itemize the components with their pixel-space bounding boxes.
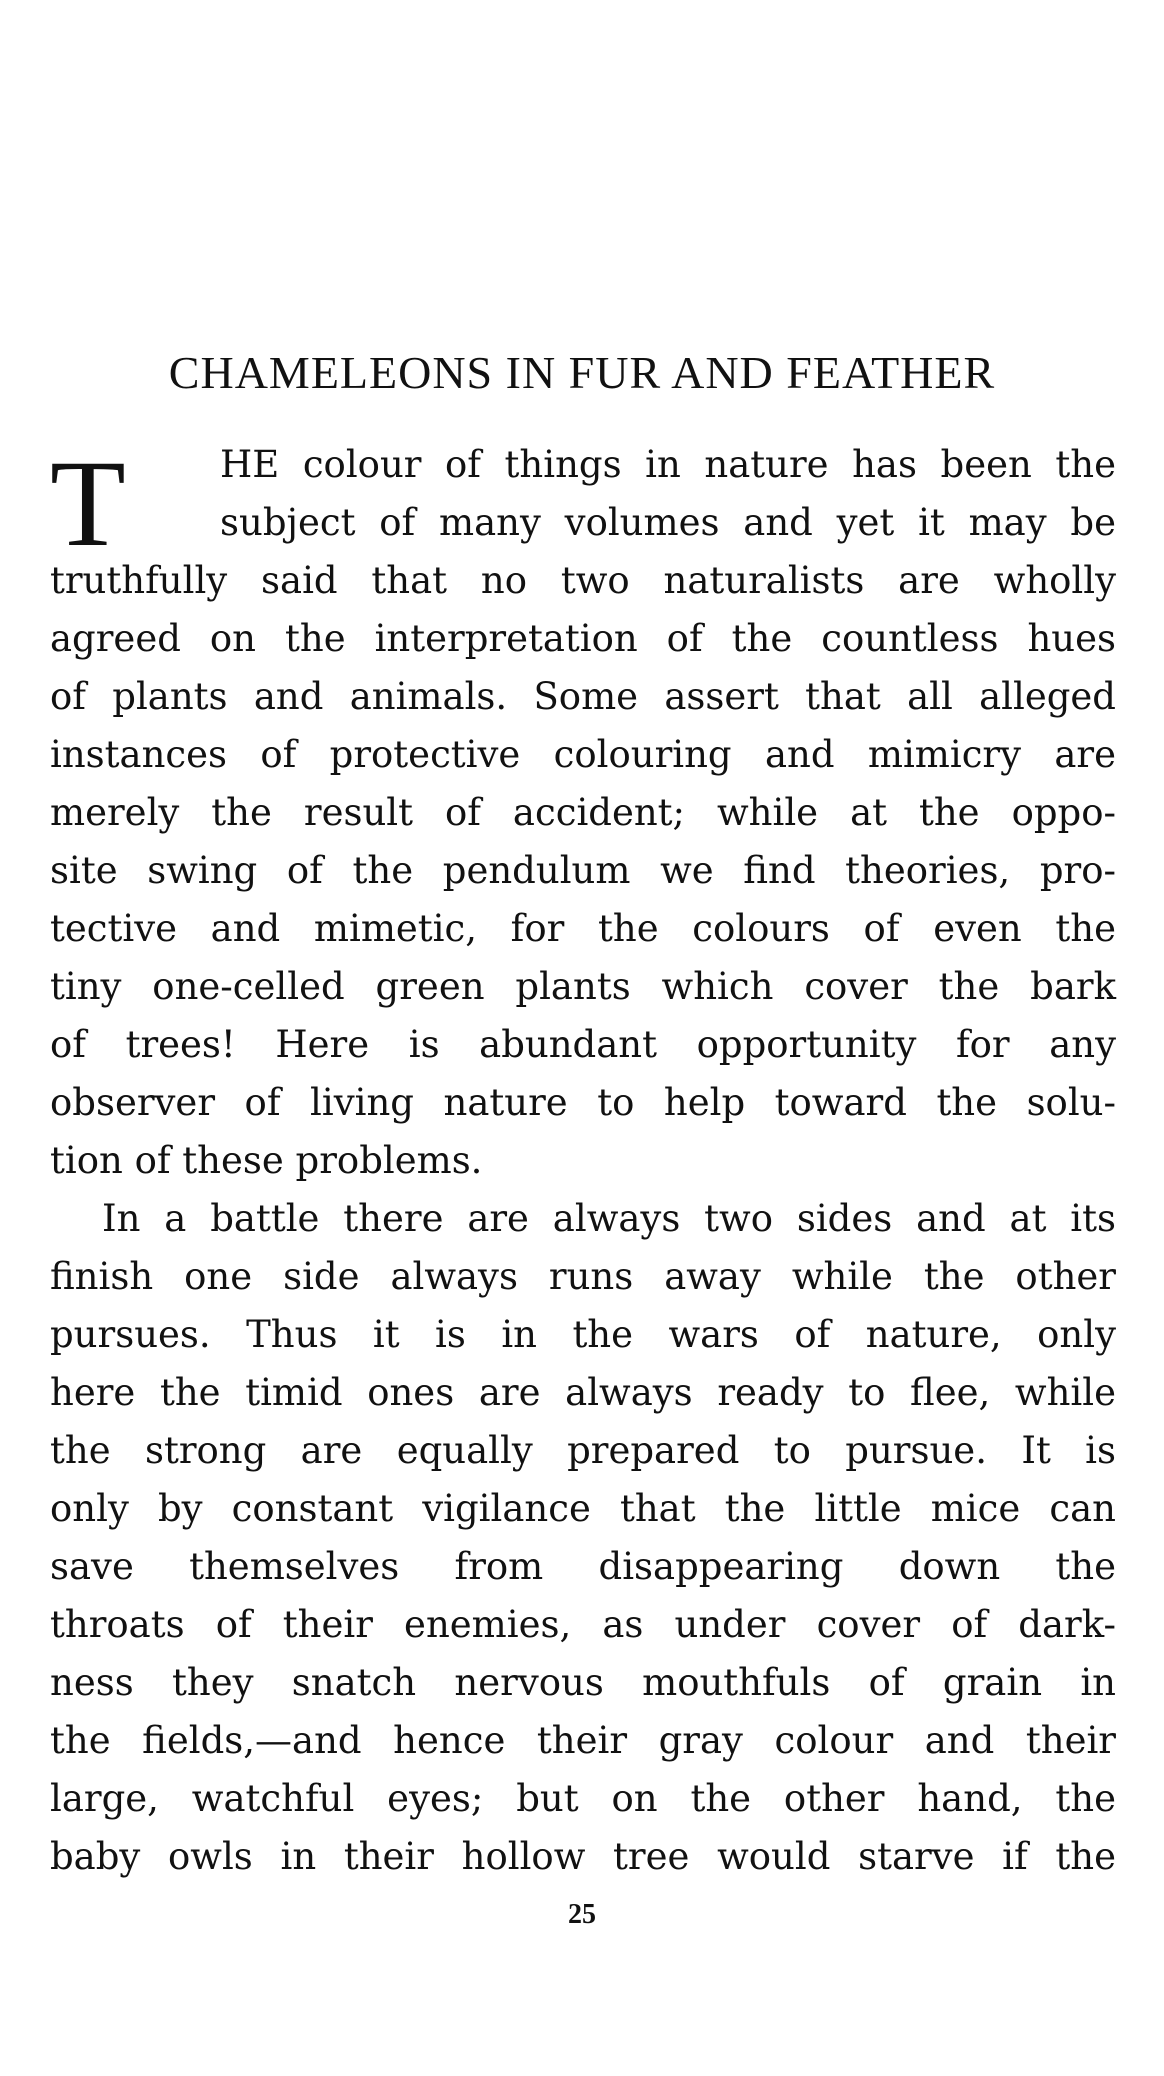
text-line: observer of living nature to help toward the solu- <box>50 1081 1116 1124</box>
drop-cap: T <box>50 435 126 572</box>
text-line: the strong are equally prepared to pursue. It is <box>50 1429 1116 1472</box>
text-line: tiny one-celled green plants which cover the bark <box>50 965 1116 1008</box>
text-line: save themselves from disappearing down the <box>50 1545 1116 1588</box>
text-line: HE colour of things in nature has been the <box>220 443 1116 486</box>
text-line: finish one side always runs away while the other <box>50 1255 1116 1298</box>
text-line: here the timid ones are always ready to flee, while <box>50 1371 1116 1414</box>
text-line: the fields,—and hence their gray colour and their <box>50 1719 1116 1762</box>
text-line: only by constant vigilance that the little mice can <box>50 1487 1116 1530</box>
text-line: large, watchful eyes; but on the other hand, the <box>50 1777 1116 1820</box>
text-line: agreed on the interpretation of the countless hues <box>50 617 1116 660</box>
chapter-title: CHAMELEONS IN FUR AND FEATHER <box>168 347 996 398</box>
text-line: tective and mimetic, for the colours of even the <box>50 907 1116 950</box>
text-line: throats of their enemies, as under cover of dark- <box>50 1603 1116 1646</box>
body-text <box>50 436 1116 1886</box>
text-line: of plants and animals. Some assert that all alleged <box>50 675 1116 718</box>
text-line: subject of many volumes and yet it may be <box>220 501 1116 544</box>
text-line: tion of these problems. <box>50 1139 483 1182</box>
text-line: baby owls in their hollow tree would starve if the <box>50 1835 1116 1878</box>
text-line: merely the result of accident; while at the oppo- <box>50 791 1116 834</box>
text-line: In a battle there are always two sides and at its <box>102 1197 1116 1240</box>
text-line: instances of protective colouring and mimicry are <box>50 733 1116 776</box>
page-number: 25 <box>568 1899 596 1930</box>
text-line: of trees! Here is abundant opportunity for any <box>50 1023 1116 1066</box>
text-line: pursues. Thus it is in the wars of nature, only <box>50 1313 1116 1356</box>
text-line: ness they snatch nervous mouthfuls of grain in <box>50 1661 1116 1704</box>
text-line: truthfully said that no two naturalists are wholly <box>50 559 1116 602</box>
text-line: site swing of the pendulum we find theories, pro- <box>50 849 1116 892</box>
